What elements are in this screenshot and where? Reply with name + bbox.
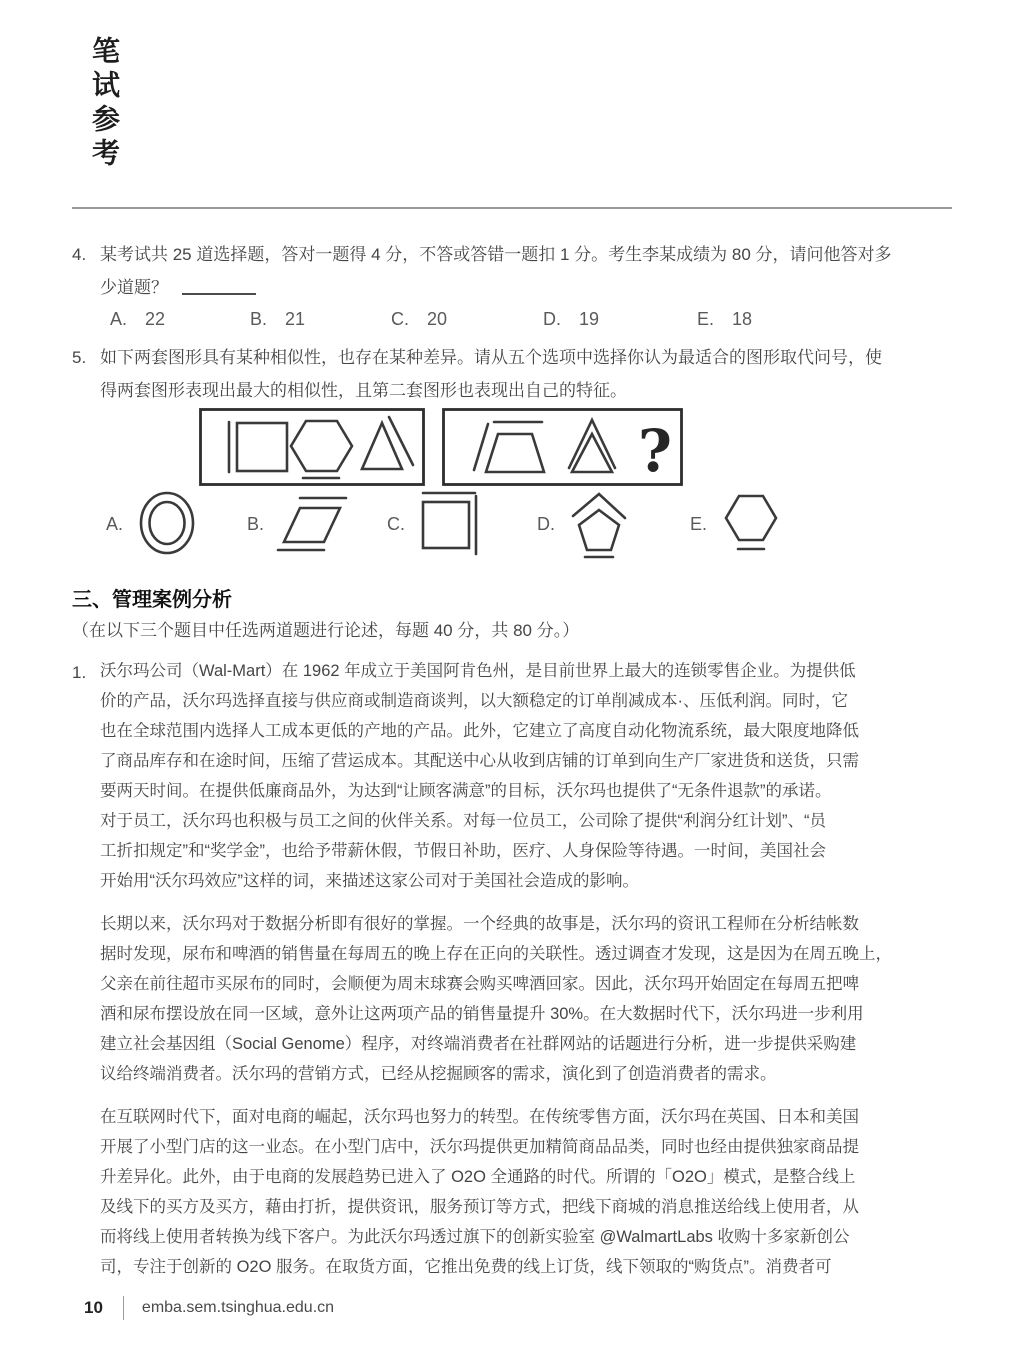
question-4-options [100,309,832,339]
text-line: 沃尔玛公司（Wal-Mart）在 1962 年成立于美国阿肯色州，是目前世界上最大的连锁零售企业。为提供低 [100,662,856,680]
text-line: 价的产品，沃尔玛选择直接与供应商或制造商谈判，以大额稳定的订单削减成本·、压低利润。同时，它 [100,692,848,710]
q5-option-e: E. [690,486,783,562]
text-line: 而将线上使用者转换为线下客户。为此沃尔玛透过旗下的创新实验室 @WalmartLabs 收购十多家新创公 [100,1228,850,1246]
text-line: 议给终端消费者。沃尔玛的营销方式，已经从挖掘顾客的需求，演化到了创造消费者的需求。 [100,1065,777,1083]
text-line: 司，专注于创新的 O2O 服务。在取货方面，它推出免费的线上订货，线下领取的“购货点”。消费者可 [100,1258,832,1276]
text-line: 据时发现，尿布和啤酒的销售量在每周五的晚上存在正向的关联性。透过调查才发现，这是因为在周五晚上， [100,945,892,963]
q4-option-d: D. 19 [543,309,600,329]
trapezoid-with-top-left-lines-icon [474,422,544,472]
text-line: 升差异化。此外，由于电商的发展趋势已进入了 O2O 全通路的时代。所谓的「O2O」模式，是整合线上 [100,1168,856,1186]
q5-option-b: B. [247,486,348,562]
question-4-text-line-1: 某考试共 25 道选择题，答对一题得 4 分，不答或答错一题扣 1 分。考生李某成绩为 80 分，请问他答对多 [100,245,892,264]
case-paragraph-3 [100,1102,859,1282]
concentric-circles-icon [135,488,199,560]
question-5 [72,341,882,407]
hexagon-with-underline-icon [291,421,352,478]
section-3-note: （在以下三个题目中任选两道题进行论述，每题 40 分，共 80 分。） [72,621,580,640]
page-footer [84,1296,334,1320]
case-question-1-number: 1. [72,663,87,682]
q4-option-a: A. 22 [110,309,166,329]
text-line: 工折扣规定”和“奖学金”，也给予带薪休假，节假日补助，医疗、人身保险等待遇。一时间，美国社会 [100,842,826,860]
q4-option-b: B. 21 [250,309,306,329]
case-paragraph-1 [100,656,859,896]
square-with-top-and-right-lines-icon [417,488,481,560]
text-line: 开展了小型门店的这一业态。在小型门店中，沃尔玛提供更加精简商品品类，同时也经由提供独家商品提 [100,1138,859,1156]
page-side-title: 笔试参考 [89,36,120,172]
triangle-with-chevron-above-icon [569,420,615,472]
text-line: 了商品库存和在途时间，压缩了营运成本。其配送中心从收到店铺的订单到向生产厂家进货和送货，只需 [100,752,859,770]
question-5-number: 5. [72,348,87,367]
text-line: 酒和尿布摆设放在同一区域，意外让这两项产品的销售量提升 30%。在大数据时代下，沃尔玛进一步利用 [100,1005,864,1023]
q5-option-d: D. [537,486,631,562]
question-5-options [0,486,1024,562]
text-line: 建立社会基因组（Social Genome）程序，对终端消费者在社群网站的话题进行分析，进一步提供采购建 [100,1035,857,1053]
section-3-heading: 三、管理案例分析 [72,589,232,611]
question-4-text-line-2-text: 少道题？ [100,278,168,297]
text-line: 父亲在前往超市买尿布的同时，会顺便为周末球赛会购买啤酒回家。因此，沃尔玛开始固定在每周五把啤 [100,975,859,993]
figure-set-1 [199,408,425,486]
text-line: 对于员工，沃尔玛也积极与员工之间的伙伴关系。对每一位员工，公司除了提供“利润分红计划”、“员 [100,812,826,830]
pentagon-with-chevron-and-underline-icon [567,486,631,562]
parallelogram-with-top-and-bottom-lines-icon [276,488,348,560]
figure-set-2 [442,408,683,486]
text-line: 及线下的买方及买方，藉由打折，提供资讯，服务预订等方式，把线下商城的消息推送给线上使用者，从 [100,1198,859,1216]
text-line: 也在全球范围内选择人工成本更低的产地的产品。此外，它建立了高度自动化物流系统，最大限度地降低 [100,722,859,740]
header-divider [72,207,952,209]
q5-option-c: C. [387,486,481,562]
answer-blank-underline [182,292,256,295]
case-question-1 [72,656,892,1295]
triangle-with-right-diagonal-line-icon [362,417,413,469]
footer-divider [123,1296,124,1320]
footer-site-url: emba.sem.tsinghua.edu.cn [141,1299,335,1316]
question-5-text-line-2: 得两套图形表现出最大的相似性，且第二套图形也表现出自己的特征。 [100,381,627,400]
q5-option-a: A. [106,486,199,562]
text-line: 开始用“沃尔玛效应”这样的词，来描述这家公司对于美国社会造成的影响。 [100,872,639,890]
case-paragraph-2 [100,909,892,1089]
question-4-number: 4. [72,245,87,264]
q4-option-e: E. 18 [697,309,753,329]
question-4-text-line-2 [100,271,832,304]
hexagon-with-underline-icon [719,488,783,560]
q4-option-c: C. 20 [391,309,448,329]
text-line: 在互联网时代下，面对电商的崛起，沃尔玛也努力的转型。在传统零售方面，沃尔玛在英国、日本和美国 [100,1108,859,1126]
text-line: 长期以来，沃尔玛对于数据分析即有很好的掌握。一个经典的故事是，沃尔玛的资讯工程师在分析结帐数 [100,915,859,933]
question-mark-placeholder: ? [638,417,672,485]
page-number: 10 [84,1298,103,1317]
question-4 [72,238,892,339]
question-5-text-line-1: 如下两套图形具有某种相似性，也存在某种差异。请从五个选项中选择你认为最适合的图形取代问号，使 [100,348,882,367]
vertical-line-and-square-icon [229,422,287,472]
text-line: 要两天时间。在提供低廉商品外，为达到“让顾客满意”的目标，沃尔玛也提供了“无条件退款”的承诺。 [100,782,832,800]
